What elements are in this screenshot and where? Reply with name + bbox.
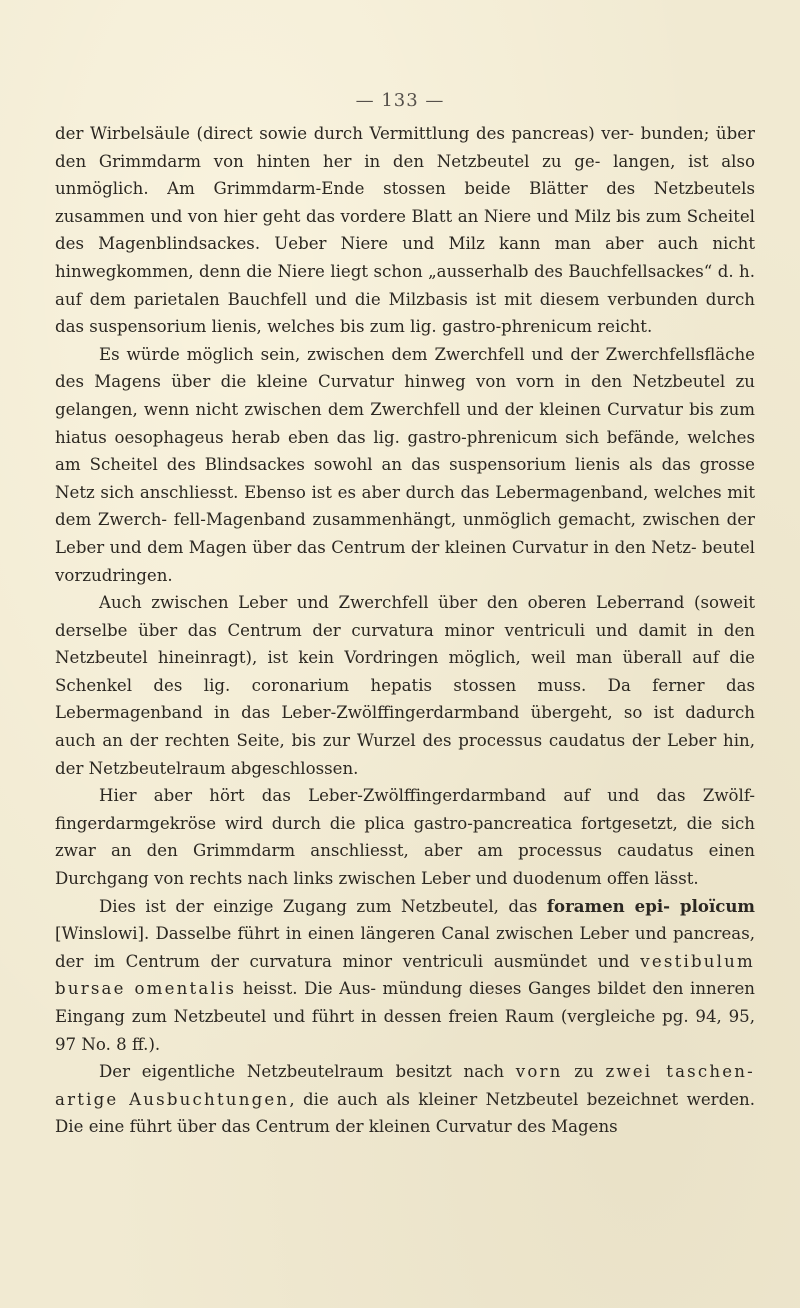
- text-run: Dies ist der einzige Zugang zum Netzbeutel, das: [99, 896, 547, 916]
- emphasis-spaced-term: vestibulum bursae omentalis: [55, 951, 755, 999]
- text-run: heisst. Die Aus- mündung dieses Ganges bildet den inneren Eingang zum Netzbeutel und führt in dessen freien Raum (vergleiche pg. 94, 95, 97 No. 8 ff.).: [55, 979, 755, 1054]
- text-run: , die auch als kleiner Netzbeutel bezeichnet werden. Die eine führt über das Centrum der kleinen Curvatur des Magens: [55, 1089, 755, 1137]
- paragraph-1: der Wirbelsäule (direct sowie durch Vermittlung des pancreas) ver- bunden; über den Grimmdarm von hinten her in den Netzbeutel zu ge- langen, ist also unmöglich. Am Grimmdarm-Ende stossen beide Blätter des Netzbeutels zusammen und von hier geht das vordere Blatt an Niere und Milz bis zum Scheitel des Magenblindsackes. Ueber Niere und Milz kann man aber auch nicht hinwegkommen, denn die Niere liegt schon „ausserhalb des Bauchfellsackes“ d. h. auf dem parietalen Bauchfell und die Milzbasis ist mit diesem verbunden durch das suspensorium lienis, welches bis zum lig. gastro-phrenicum reicht.: [55, 124, 755, 337]
- paragraph-5: [55, 893, 755, 1059]
- text-run: zu: [562, 1062, 606, 1082]
- emphasis-spaced-term: zwei taschen- artige Ausbuchtungen: [55, 1062, 755, 1109]
- paragraph-3: Auch zwischen Leber und Zwerchfell über den oberen Leberrand (soweit derselbe über das Centrum der curvatura minor ventriculi und damit in den Netzbeutel hineinragt), ist kein Vordringen möglich, weil man überall auf die Schenkel des lig. coronarium hepatis stossen muss. Da ferner das Lebermagenband in das Leber-Zwölffingerdarmband übergeht, so ist dadurch auch an der rechten Seite, bis zur Wurzel des processus caudatus der Leber hin, der Netzbeutelraum abgeschlossen.: [55, 593, 755, 778]
- emphasis-spaced-term: vorn: [515, 1062, 563, 1082]
- paragraph-2: Es würde möglich sein, zwischen dem Zwerchfell und der Zwerchfellsfläche des Magens über die kleine Curvatur hinweg von vorn in den Netzbeutel zu gelangen, wenn nicht zwischen dem Zwerchfell und der kleinen Curvatur bis zum hiatus oesophageus herab eben das lig. gastro-phrenicum sich befände, welches am Scheitel des Blindsackes sowohl an das suspensorium lienis als das grosse Netz sich anschliesst. Ebenso ist es aber durch das Lebermagenband, welches mit dem Zwerch- fell-Magenband zusammenhängt, unmöglich gemacht, zwischen der Leber und dem Magen über das Centrum der kleinen Curvatur in den Netz- beutel vorzudringen.: [55, 344, 755, 585]
- text-run: [Winslowi]. Dasselbe führt in einen längeren Canal zwischen Leber und pancreas, der im Centrum der curvatura minor ventriculi ausmündet und: [55, 924, 755, 971]
- emphasis-bold-term: foramen epi- ploïcum: [546, 895, 755, 916]
- paragraph-6: [55, 1058, 755, 1141]
- page-body: [55, 120, 755, 1141]
- paragraph-4: Hier aber hört das Leber-Zwölffingerdarmband auf und das Zwölf- fingerdarmgekröse wird durch die plica gastro-pancreatica fortgesetzt, die sich zwar an den Grimmdarm anschliesst, aber am processus caudatus einen Durchgang von rechts nach links zwischen Leber und duodenum offen lässt.: [55, 786, 755, 889]
- page-number: — 133 —: [355, 90, 445, 111]
- text-run: Der eigentliche Netzbeutelraum besitzt nach: [99, 1062, 516, 1082]
